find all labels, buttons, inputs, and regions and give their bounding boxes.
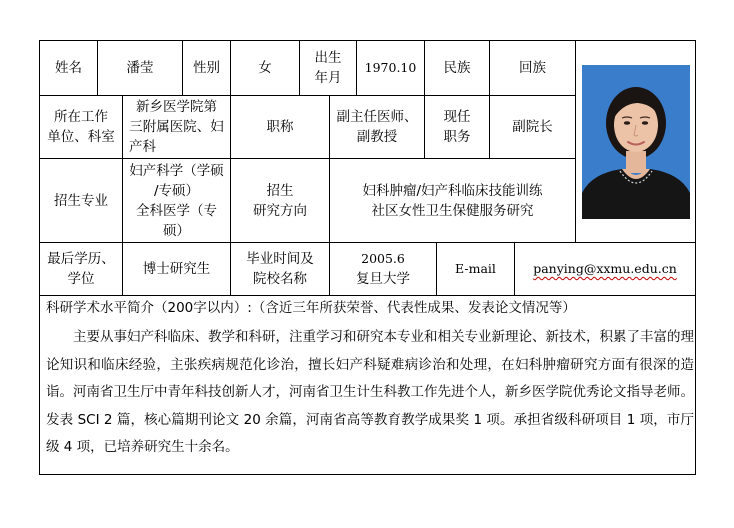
graduation-label — [231, 243, 329, 295]
title-value — [330, 96, 424, 158]
major-line4: 硕） — [163, 222, 190, 239]
education-label — [40, 243, 122, 295]
table-border-right — [695, 40, 696, 475]
direction-label — [231, 159, 329, 242]
birth-label — [300, 41, 356, 95]
work-unit-value — [123, 96, 230, 158]
graduation-label-line2: 院校名称 — [253, 271, 307, 287]
table-border-bottom — [39, 474, 696, 475]
graduation-line2: 复旦大学 — [356, 271, 410, 287]
title-line2: 副教授 — [356, 129, 398, 145]
name-label — [40, 41, 97, 95]
email-value[interactable] — [515, 243, 695, 295]
email-link[interactable]: panying@xxmu.edu.cn — [533, 261, 677, 276]
email-label-text: E-mail — [455, 261, 496, 276]
research-summary — [46, 298, 694, 462]
birth-value-text: 1970.10 — [364, 60, 417, 75]
major-label — [40, 159, 122, 242]
direction-label-line2: 研究方向 — [253, 202, 307, 219]
major-line3: 全科医学（专 — [136, 202, 217, 219]
position-label — [425, 96, 489, 158]
gender-value-text: 女 — [258, 60, 272, 76]
row-divider-4 — [39, 295, 696, 296]
direction-label-line1: 招生 — [266, 182, 294, 199]
summary-title: 科研学术水平简介（200字以内）:（含近三年所获荣誉、代表性成果、发表论文情况等） — [46, 300, 576, 316]
graduation-line1: 2005.6 — [361, 251, 405, 266]
name-value — [98, 41, 182, 95]
work-unit-label — [40, 96, 122, 158]
birth-value — [357, 41, 424, 95]
portrait-photo — [582, 65, 690, 219]
major-line1: 妇产科学（学硕 — [129, 162, 224, 179]
portrait-image — [582, 65, 690, 219]
position-label-line2: 职务 — [443, 129, 471, 145]
work-unit-line1: 新乡医学院第 — [136, 99, 217, 115]
work-unit-line2: 三附属医院、妇 — [129, 119, 224, 135]
ethnicity-label-text: 民族 — [443, 60, 471, 76]
ethnicity-value — [490, 41, 575, 95]
major-label-text: 招生专业 — [54, 192, 108, 209]
ethnicity-label — [425, 41, 489, 95]
direction-line2: 社区女性卫生保健服务研究 — [371, 202, 534, 219]
education-value — [123, 243, 230, 295]
direction-line1: 妇科肿瘤/妇产科临床技能训练 — [362, 182, 543, 199]
birth-label-line1: 出生 — [314, 50, 342, 66]
gender-label-text: 性别 — [193, 60, 220, 76]
summary-body: 主要从事妇产科临床、教学和科研，注重学习和研究本专业和相关专业新理论、新技术，积累了丰富的理论知识和临床经验，主张疾病规范化诊治，擅长妇产科疑难病诊治和处理，在妇科肿瘤研究方面有很深的造诣。河南省卫生厅中青年科技创新人才，河南省卫生计生科教工作先进个人，新乡医学院优秀论文指导老师。发表 SCI 2 篇，核心篇期刊论文 20 余篇，河南省高等教育教学成果奖 1 项。承担省级科研项目 1 项，市厅级 4 项，已培养研究生十余名。 — [46, 329, 694, 455]
title-label-text: 职称 — [266, 119, 294, 135]
graduation-label-line1: 毕业时间及 — [246, 251, 314, 267]
work-unit-label-line2: 单位、科室 — [47, 129, 115, 145]
major-value — [123, 159, 230, 242]
title-line1: 副主任医师、 — [336, 109, 418, 125]
education-label-line2: 学位 — [67, 271, 95, 287]
photo-column-divider — [575, 40, 576, 243]
position-label-line1: 现任 — [443, 109, 471, 125]
name-label-text: 姓名 — [55, 60, 82, 76]
position-value — [490, 96, 575, 158]
gender-value — [231, 41, 299, 95]
graduation-value — [330, 243, 436, 295]
education-value-text: 博士研究生 — [142, 261, 211, 277]
email-label — [437, 243, 514, 295]
major-line2: /专硕） — [153, 182, 200, 199]
title-label — [231, 96, 329, 158]
position-value-text: 副院长 — [512, 119, 553, 135]
education-label-line1: 最后学历、 — [47, 251, 115, 267]
gender-label — [183, 41, 230, 95]
birth-label-line2: 年月 — [314, 70, 342, 86]
work-unit-label-line1: 所在工作 — [54, 109, 108, 125]
ethnicity-value-text: 回族 — [519, 60, 546, 76]
work-unit-line3: 产科 — [129, 139, 156, 155]
name-value-text: 潘莹 — [126, 60, 154, 76]
direction-value — [330, 159, 575, 242]
